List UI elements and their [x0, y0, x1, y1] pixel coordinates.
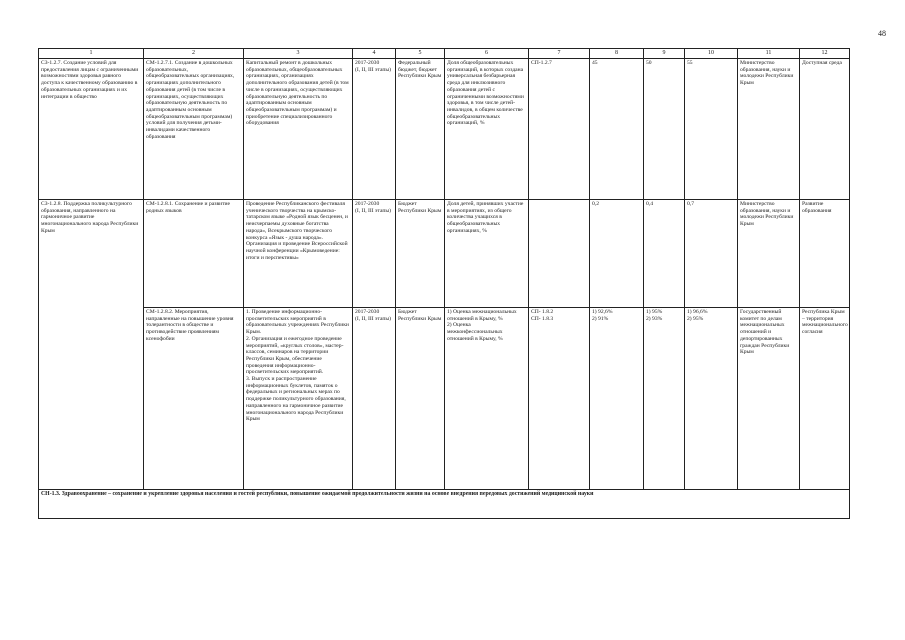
- funding-cell: Федеральный бюджет, бюджет Республики Крым: [396, 59, 445, 200]
- value-cell: 0,7: [685, 200, 738, 308]
- funding-cell: Бюджет Республики Крым: [396, 200, 445, 308]
- measure-cell: СМ-1.2.8.2. Мероприятия, направленные на повышение уровня толерантности в обществе и противодействие проявлениям ксенофобии: [144, 308, 244, 490]
- value-cell: 1) 96,6% 2) 95%: [685, 308, 738, 490]
- value-cell: 55: [685, 59, 738, 200]
- code-cell: СП- 1.8.2 СП- 1.8.3: [529, 308, 590, 490]
- program-cell: Доступная среда: [800, 59, 850, 200]
- period-cell: 2017-2030 (I, II, III этапы): [353, 200, 396, 308]
- value-cell: 45: [590, 59, 644, 200]
- responsible-cell: Государственный комитет по делам межнациональных отношений и депортированных граждан Республики Крым: [738, 308, 800, 490]
- funding-cell: Бюджет Республики Крым: [396, 308, 445, 490]
- section-heading: СН-1.3. Здравоохранение – сохранение и укрепление здоровья населения и гостей республики, повышение ожидаемой продолжительности жизни на основе внедрения передовых достижений медицинской науки: [39, 490, 850, 519]
- program-table: [38, 48, 850, 519]
- indicator-cell: 1) Оценка межнациональных отношений в Крыму, % 2) Оценка межконфессиональных отношений в Крыму, %: [445, 308, 529, 490]
- task-cell: СЗ-1.2.7. Создание условий для предоставления лицам с ограниченными возможностями здоровья равного доступа к качественному образованию в образовательных организациях и их интеграции в общество: [39, 59, 144, 200]
- indicator-cell: Доля общеобразовательных организаций, в которых создана универсальная безбарьерная среда для инклюзивного образования детей с ограниченными возможностями здоровья, в том числе детей-инвалидов, в общем количестве общеобразовательных организаций, %: [445, 59, 529, 200]
- program-cell: Развитие образования: [800, 200, 850, 308]
- value-cell: 1) 92,6% 2) 91%: [590, 308, 644, 490]
- column-header: 10: [685, 49, 738, 59]
- table-row: [39, 200, 850, 308]
- code-cell: [529, 200, 590, 308]
- value-cell: 0,2: [590, 200, 644, 308]
- period-cell: 2017-2030 (I, II, III этапы): [353, 308, 396, 490]
- column-header: 12: [800, 49, 850, 59]
- value-cell: 50: [644, 59, 685, 200]
- indicator-cell: Доля детей, принявших участие в мероприятиях, из общего количества учащихся в общеобразовательных организациях, %: [445, 200, 529, 308]
- column-header: 9: [644, 49, 685, 59]
- table-row: [39, 308, 850, 490]
- column-header: 6: [445, 49, 529, 59]
- measure-cell: СМ-1.2.7.1. Создание в дошкольных образовательных, общеобразовательных организациях, организациях дополнительного образования детей (в том числе в организациях, осуществляющих образовательную деятельность по адаптированным основным общеобразовательным программам) условий для получения детьми-инвалидами качественного образования: [144, 59, 244, 200]
- table-row: [39, 59, 850, 200]
- period-cell: 2017-2030 (I, II, III этапы): [353, 59, 396, 200]
- page-number: 48: [878, 29, 886, 38]
- responsible-cell: Министерство образования, науки и молодежи Республики Крым: [738, 200, 800, 308]
- column-header: 4: [353, 49, 396, 59]
- column-header: 7: [529, 49, 590, 59]
- column-header: 11: [738, 49, 800, 59]
- measure-cell: СМ-1.2.8.1. Сохранение и развитие родных языков: [144, 200, 244, 308]
- activity-cell: 1. Проведение информационно-просветительских мероприятий в образовательных учреждениях Республики Крым. 2. Организация и ежегодное проведение мероприятий, «круглых столов», мастер-классов, семинаров на территории Республики Крым, обеспечение проведения информационно-просветительских мероприятий. 3. Выпуск и распространение информационных буклетов, памяток о федеральных и региональных мерах по поддержке поликультурного образования, направленного на гармоничное развитие многонационального народа Республики Крым: [244, 308, 353, 490]
- value-cell: 1) 95% 2) 93%: [644, 308, 685, 490]
- column-header: 3: [244, 49, 353, 59]
- column-header: 2: [144, 49, 244, 59]
- activity-cell: Капитальный ремонт в дошкольных образовательных, общеобразовательных организациях, организациях дополнительного образования детей (в том числе в организациях, осуществляющих образовательную деятельность по адаптированным основным общеобразовательным программам) и приобретение специализированного оборудования: [244, 59, 353, 200]
- code-cell: СП-1.2.7: [529, 59, 590, 200]
- value-cell: 0,4: [644, 200, 685, 308]
- activity-cell: Проведение Республиканского фестиваля ученического творчества на крымско-татарском языке «Родной язык бесценен, и неисчерпаемы духовные богатства народа», Всекрымского творческого конкурса «Язык - душа народа». Организация и проведение Всероссийской научной конференции «Крымоведение: итоги и перспективы»: [244, 200, 353, 308]
- column-header: 1: [39, 49, 144, 59]
- column-header: 8: [590, 49, 644, 59]
- section-heading-row: [39, 490, 850, 519]
- responsible-cell: Министерство образования, науки и молодежи Республики Крым: [738, 59, 800, 200]
- program-cell: Республика Крым – территория межнационального согласия: [800, 308, 850, 490]
- header-row: [39, 49, 850, 59]
- task-cell: СЗ-1.2.8. Поддержка поликультурного образования, направленного на гармоничное развитие многонационального народа Республики Крым: [39, 200, 144, 490]
- column-header: 5: [396, 49, 445, 59]
